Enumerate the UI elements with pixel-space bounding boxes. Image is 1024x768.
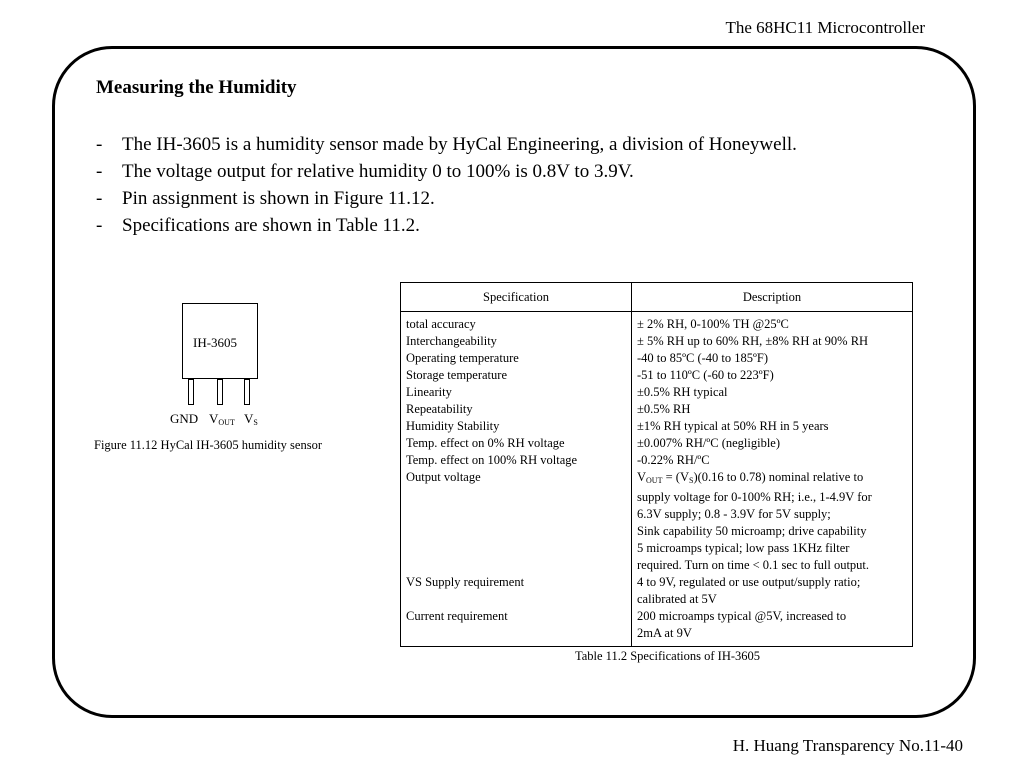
table-row bbox=[401, 312, 913, 334]
pin-label-vs-main: V bbox=[244, 411, 254, 426]
spec-cell: Temp. effect on 100% RH voltage bbox=[401, 452, 632, 469]
spec-table bbox=[400, 282, 913, 647]
description-line: ± 2% RH, 0-100% TH @25ºC bbox=[637, 317, 789, 331]
description-line: ±0.5% RH bbox=[637, 402, 691, 416]
column-header-specification: Specification bbox=[401, 283, 632, 312]
bullet-item bbox=[96, 131, 797, 158]
table-row bbox=[401, 367, 913, 384]
bullet-item bbox=[96, 212, 797, 239]
table-row bbox=[401, 401, 913, 418]
spec-cell: Linearity bbox=[401, 384, 632, 401]
bullet-marker: - bbox=[96, 161, 103, 182]
formula-part: V bbox=[637, 470, 647, 484]
description-cell bbox=[632, 312, 913, 334]
description-cell bbox=[632, 333, 913, 350]
description-line: 4 to 9V, regulated or use output/supply ratio; bbox=[637, 575, 861, 589]
pin-label-gnd: GND bbox=[170, 411, 199, 426]
spec-cell: Storage temperature bbox=[401, 367, 632, 384]
pin-vout bbox=[217, 379, 223, 405]
pin-vs bbox=[244, 379, 250, 405]
spec-cell: Humidity Stability bbox=[401, 418, 632, 435]
description-line: -40 to 85ºC (-40 to 185ºF) bbox=[637, 351, 769, 365]
description-cell bbox=[632, 401, 913, 418]
description-cell bbox=[632, 574, 913, 608]
table-row bbox=[401, 469, 913, 574]
spec-cell: total accuracy bbox=[401, 312, 632, 334]
description-line: ± 5% RH up to 60% RH, ±8% RH at 90% RH bbox=[637, 334, 869, 348]
description-line: ±1% RH typical at 50% RH in 5 years bbox=[637, 419, 829, 433]
pin-label-vout bbox=[209, 411, 235, 427]
pin-label-vs bbox=[244, 411, 258, 427]
description-line: -51 to 110ºC (-60 to 223ºF) bbox=[637, 368, 774, 382]
pin-gnd bbox=[188, 379, 194, 405]
table-row bbox=[401, 435, 913, 452]
description-line bbox=[637, 469, 907, 489]
description-line: ±0.007% RH/ºC (negligible) bbox=[637, 436, 781, 450]
spec-cell: Temp. effect on 0% RH voltage bbox=[401, 435, 632, 452]
table-row bbox=[401, 608, 913, 647]
chip-label: IH-3605 bbox=[193, 335, 238, 350]
table-caption: Table 11.2 Specifications of IH-3605 bbox=[574, 649, 761, 663]
formula-part: )(0.16 to 0.78) nominal relative to bbox=[693, 470, 864, 484]
spec-cell: Operating temperature bbox=[401, 350, 632, 367]
description-cell bbox=[632, 384, 913, 401]
formula-part: OUT bbox=[646, 476, 663, 485]
description-cell bbox=[632, 418, 913, 435]
section-title: Measuring the Humidity bbox=[96, 77, 297, 98]
description-line: Sink capability 50 microamp; drive capability bbox=[637, 524, 867, 538]
pin-label-vs-sub: S bbox=[253, 418, 258, 427]
bullet-text: The IH-3605 is a humidity sensor made by HyCal Engineering, a division of Honeywell. bbox=[122, 134, 797, 155]
table-row bbox=[401, 574, 913, 608]
footer-text: H. Huang Transparency No.11-40 bbox=[732, 736, 963, 755]
table-row bbox=[401, 333, 913, 350]
bullet-text: Specifications are shown in Table 11.2. bbox=[122, 215, 420, 236]
description-cell bbox=[632, 608, 913, 647]
table-row bbox=[401, 384, 913, 401]
bullet-text: Pin assignment is shown in Figure 11.12. bbox=[122, 188, 435, 209]
formula-part: = (V bbox=[662, 470, 689, 484]
description-line: calibrated at 5V bbox=[637, 592, 717, 606]
description-line: -0.22% RH/ºC bbox=[637, 453, 710, 467]
figure-caption: Figure 11.12 HyCal IH-3605 humidity sensor bbox=[94, 438, 322, 452]
bullet-item bbox=[96, 158, 797, 185]
column-header-description: Description bbox=[632, 283, 913, 312]
description-line: 2mA at 9V bbox=[637, 626, 692, 640]
header-title: The 68HC11 Microcontroller bbox=[725, 18, 925, 37]
bullet-item bbox=[96, 185, 797, 212]
table-row bbox=[401, 418, 913, 435]
description-line: 200 microamps typical @5V, increased to bbox=[637, 609, 847, 623]
description-cell bbox=[632, 367, 913, 384]
bullet-marker: - bbox=[96, 215, 103, 236]
spec-cell: Output voltage bbox=[401, 469, 632, 574]
description-line: 5 microamps typical; low pass 1KHz filter bbox=[637, 541, 850, 555]
description-line: ±0.5% RH typical bbox=[637, 385, 728, 399]
description-cell bbox=[632, 469, 913, 574]
bullet-marker: - bbox=[96, 188, 103, 209]
spec-cell: Repeatability bbox=[401, 401, 632, 418]
pin-label-vout-main: V bbox=[209, 411, 219, 426]
description-line: 6.3V supply; 0.8 - 3.9V for 5V supply; bbox=[637, 507, 831, 521]
formula-part: S bbox=[688, 476, 694, 485]
description-cell bbox=[632, 350, 913, 367]
bullet-list bbox=[96, 131, 797, 239]
table-row bbox=[401, 452, 913, 469]
spec-cell: VS Supply requirement bbox=[401, 574, 632, 608]
description-line: required. Turn on time < 0.1 sec to full output. bbox=[637, 558, 870, 572]
description-cell bbox=[632, 435, 913, 452]
table-row bbox=[401, 350, 913, 367]
bullet-marker: - bbox=[96, 134, 103, 155]
bullet-text: The voltage output for relative humidity 0 to 100% is 0.8V to 3.9V. bbox=[122, 161, 634, 182]
description-cell bbox=[632, 452, 913, 469]
spec-cell: Interchangeability bbox=[401, 333, 632, 350]
pin-label-vout-sub: OUT bbox=[218, 418, 235, 427]
spec-cell: Current requirement bbox=[401, 608, 632, 647]
description-line: supply voltage for 0-100% RH; i.e., 1-4.9V for bbox=[637, 490, 872, 504]
table-header-row bbox=[401, 283, 913, 312]
